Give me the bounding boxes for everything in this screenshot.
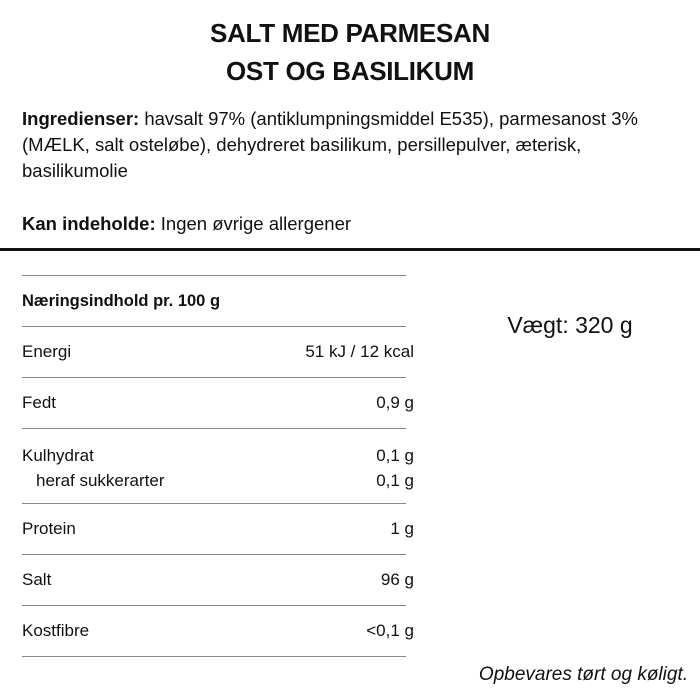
ingredients-section: [22, 106, 682, 184]
row-label: Fedt: [22, 393, 57, 412]
ingredients-label: Ingredienser:: [22, 108, 140, 129]
row-value: <0,1 g: [366, 621, 414, 640]
title-line-2: OST OG BASILIKUM: [226, 56, 474, 86]
row-label: Kostfibre: [22, 621, 90, 640]
row-label: Energi: [22, 342, 72, 361]
section-divider: [0, 248, 700, 251]
row-label: Kulhydrat: [22, 445, 94, 465]
net-weight: Vægt: 320 g: [507, 312, 633, 338]
nutrition-table: [22, 275, 414, 657]
row-label: heraf sukkerarter: [36, 470, 165, 490]
nutrition-row-fibre: [22, 606, 414, 656]
nutrition-row-carbohydrate: [22, 443, 414, 468]
ingredients-text: havsalt 97% (antiklumpningsmiddel E535), parmesanost 3% (MÆLK, salt osteløbe), dehydreret basilikum, persillepulver, æterisk, basilikumolie: [22, 108, 638, 181]
nutrition-row-fat: [22, 378, 414, 428]
allergens-section: [22, 211, 682, 237]
table-rule: [22, 656, 406, 657]
allergens-label: Kan indeholde:: [22, 213, 156, 234]
row-value: 0,9 g: [376, 393, 414, 412]
row-label: Salt: [22, 570, 52, 589]
row-value: 51 kJ / 12 kcal: [305, 342, 414, 361]
row-value: 0,1 g: [376, 470, 414, 490]
row-value: 96 g: [380, 570, 414, 589]
nutrition-row-sugars: [22, 468, 414, 493]
row-value: 1 g: [390, 519, 414, 538]
allergens-text: Ingen øvrige allergener: [155, 213, 352, 234]
product-title: [0, 14, 700, 90]
row-label: Protein: [22, 519, 76, 538]
nutrition-header: Næringsindhold pr. 100 g: [22, 291, 221, 310]
table-rule: [22, 428, 406, 429]
row-value: 0,1 g: [376, 445, 414, 465]
title-line-1: SALT MED PARMESAN: [210, 18, 490, 48]
storage-instructions: Opbevares tørt og køligt.: [478, 664, 688, 685]
nutrition-row-protein: [22, 504, 414, 554]
nutrition-row-salt: [22, 555, 414, 605]
nutrition-row-energy: [22, 327, 414, 377]
